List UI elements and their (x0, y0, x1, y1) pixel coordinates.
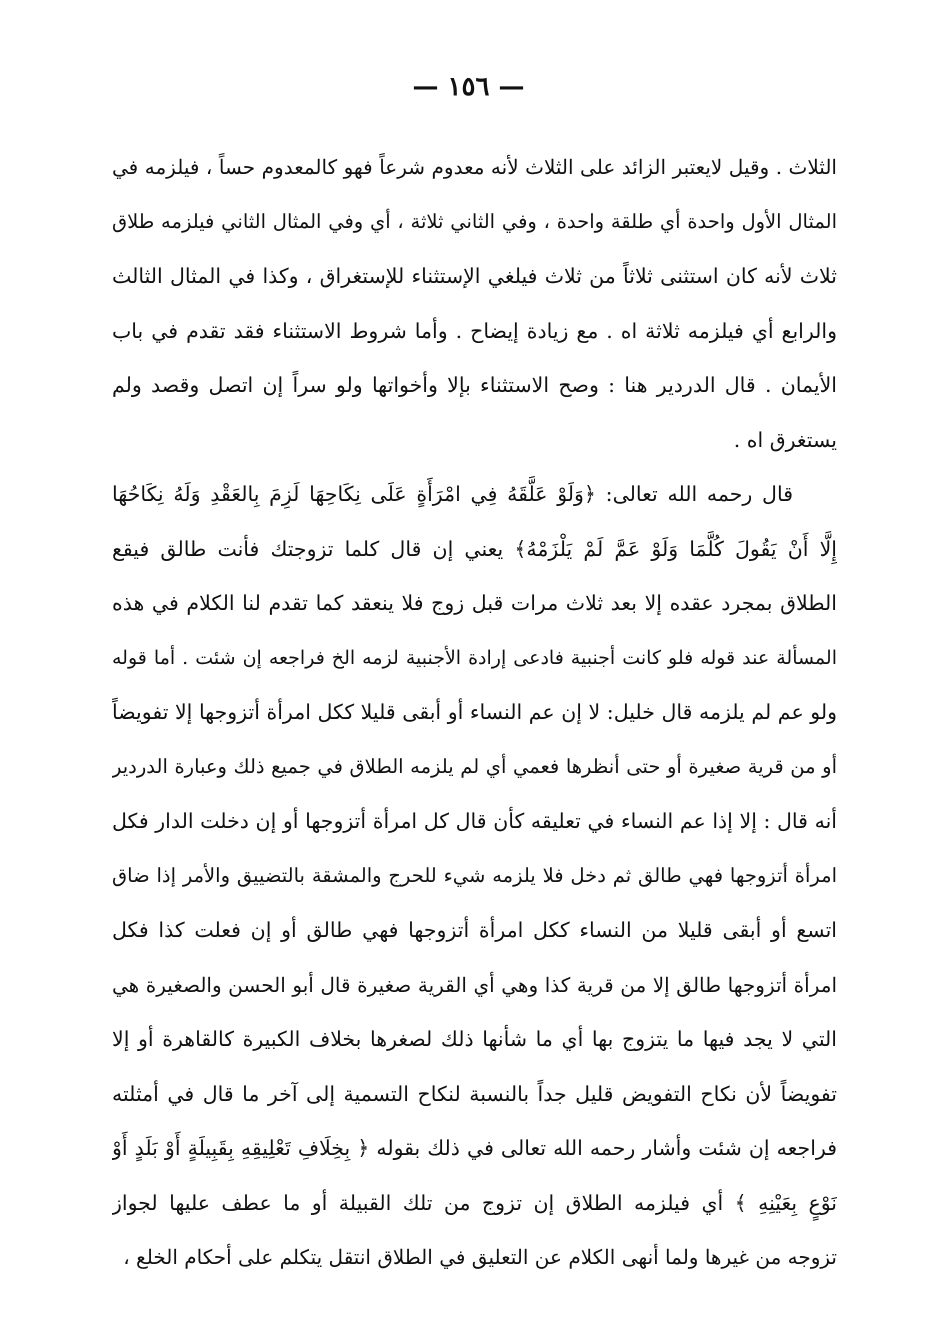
text-line: الثلاث . وقيل لايعتبر الزائد على الثلاث لأنه معدوم شرعاً فهو كالمعدوم حساً ، فيلزمه في (112, 155, 837, 179)
text-line: التي لا يجد فيها ما يتزوج بها أي ما شأنها ذلك لصغرها بخلاف الكبيرة كالقاهرة أو إلا (112, 1027, 837, 1051)
text-line: إِلَّا أَنْ يَقُولَ كُلَّمَا وَلَوْ عَمَّ لَمْ يَلْزَمْهُ﴾ يعني إن قال كلما تزوجتك فأنت طالق فيقع (112, 536, 837, 561)
text-line: الأيمان . قال الدردير هنا : وصح الاستثناء بإلا وأخواتها ولو سراً إن اتصل وقصد ولم (112, 373, 837, 397)
page-number: — ١٥٦ — (412, 72, 525, 102)
text-line: امرأة أتزوجها فهي طالق ثم دخل فلا يلزمه شيء للحرج والمشقة بالتضييق والأمر إذا ضاق (112, 863, 837, 887)
text-line: يستغرق اه . (733, 427, 837, 452)
text-line: المسألة عند قوله فلو كانت أجنبية فادعى إرادة الأجنبية لزمه الخ فراجعه إن شئت . أما قوله (112, 646, 837, 669)
text-line: ولو عم لم يلزمه قال خليل: لا إن عم النساء أو أبقى قليلا ككل امرأة أتزوجها إلا تفويضاً (112, 700, 837, 724)
text-line: نَوْعٍ بِعَيْنِهِ ﴾ أي فيلزمه الطلاق إن تزوج من تلك القبيلة أو ما عطف عليها لجواز (112, 1190, 837, 1215)
paragraph (112, 140, 837, 467)
text-line: ثلاث لأنه كان استثنى ثلاثاً من ثلاث فيلغي الإستثناء للإستغراق ، وكذا في المثال الثالث (112, 264, 837, 288)
text-line: فراجعه إن شئت وأشار رحمه الله تعالى في ذلك بقوله ﴿ بِخِلَافِ تَعْلِيقِهِ بِقَبِيلَةٍ أَوْ بَلَدٍ أَوْ (112, 1136, 837, 1160)
text-line: تزوجه من غيرها ولما أنهى الكلام عن التعليق في الطلاق انتقل يتكلم على أحكام الخلع ، (123, 1245, 837, 1269)
text-line: امرأة أتزوجها طالق إلا من قرية كذا وهي أي القرية صغيرة قال أبو الحسن والصغيرة هي (112, 972, 837, 997)
text-line: اتسع أو أبقى قليلا من النساء ككل امرأة أتزوجها فهي طالق أو إن فعلت كذا فكل (112, 918, 837, 942)
text-line: الطلاق بمجرد عقده إلا بعد ثلاث مرات قبل زوج فلا ينعقد كما تقدم لنا الكلام في هذه (112, 591, 837, 615)
text-line: تفويضاً لأن نكاح التفويض قليل جداً بالنسبة لنكاح التسمية إلى آخر ما قال في أمثلته (112, 1081, 837, 1106)
text-line: أنه قال : إلا إذا عم النساء في تعليقه كأن قال كل امرأة أتزوجها أو إن دخلت الدار فكل (112, 809, 837, 833)
text-line: والرابع أي فيلزمه ثلاثة اه . مع زيادة إيضاح . وأما شروط الاستثناء فقد تقدم في باب (112, 318, 837, 343)
text-line: أو من قرية صغيرة أو حتى أنظرها فعمي أي لم يلزمه الطلاق في جميع ذلك وعبارة الدردير (112, 754, 837, 778)
text-line: المثال الأول واحدة أي طلقة واحدة ، وفي الثاني ثلاثة ، أي وفي المثال الثاني فيلزمه طلاق (112, 209, 837, 233)
paragraph (112, 467, 837, 1285)
body-text (112, 140, 837, 1285)
text-line: قال رحمه الله تعالى: ﴿وَلَوْ عَلَّقَهُ فِي امْرَأَةٍ عَلَى نِكَاحِهَا لَزِمَ بِالعَقْدِ وَلَهُ نِكَاحُهَا (112, 482, 793, 506)
